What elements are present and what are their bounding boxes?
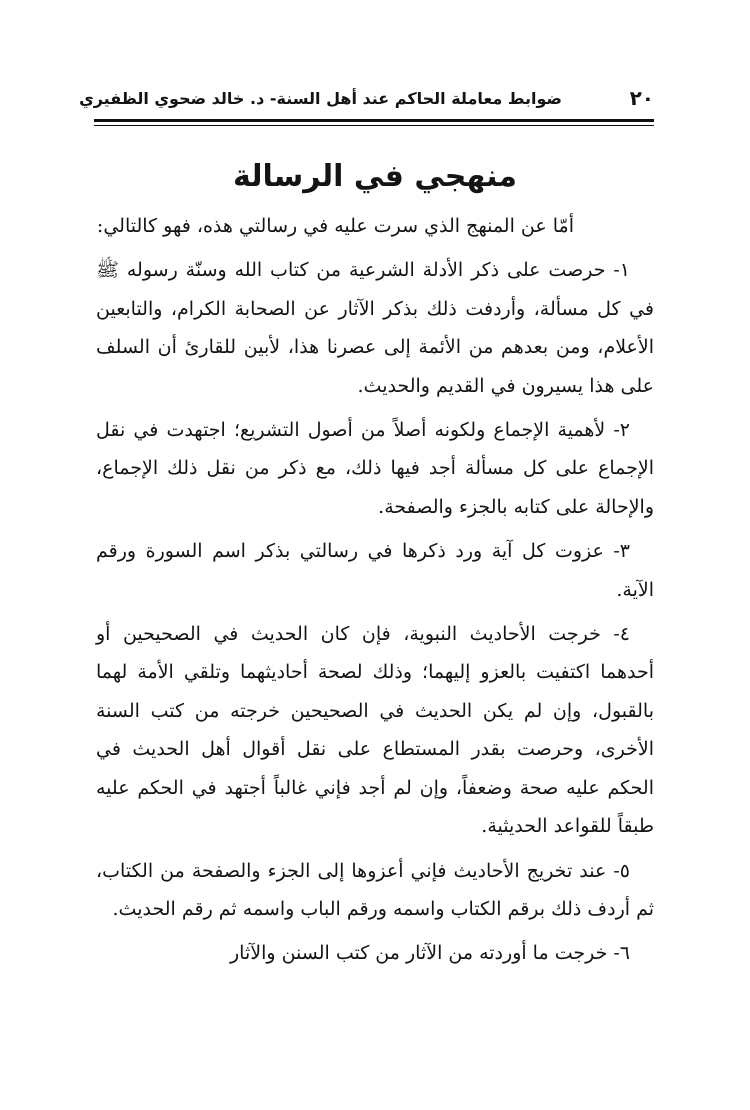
point-3-paragraph: ٣- عزوت كل آية ورد ذكرها في رسالتي بذكر اسم السورة ورقم الآية.	[96, 540, 654, 601]
page-number: ٢٠	[629, 86, 654, 110]
intro-paragraph: أمّا عن المنهج الذي سرت عليه في رسالتي هذه، فهو كالتالي:	[96, 215, 574, 237]
point-2-paragraph: ٢- لأهمية الإجماع ولكونه أصلاً من أصول التشريع؛ اجتهدت في نقل الإجماع على كل مسألة أجد فيها ذلك، مع ذكر من نقل ذلك الإجماع، والإحالة على كتابه بالجزء والصفحة.	[96, 419, 654, 518]
point-6-paragraph: ٦- خرجت ما أوردته من الآثار من كتب السنن والآثار	[230, 942, 630, 965]
running-title: ضوابط معاملة الحاكم عند أهل السنة- د. خالد ضحوي الظفيري	[79, 89, 562, 108]
running-header	[79, 84, 654, 118]
point-4-paragraph: ٤- خرجت الأحاديث النبوية، فإن كان الحديث في الصحيحين أو أحدهما اكتفيت بالعزو إليهما؛ وذلك لصحة أحاديثهما وتلقي الأمة لهما بالقبول، وإن لم يكن الحديث في الصحيحين خرجته من كتب السنة الأخرى، وحرصت بقدر المستطاع على نقل أقوال أهل الحديث في الحكم عليه صحة وضعفاً، وإن لم أجد فإني غالباً أجتهد في الحكم عليه طبقاً للقواعد الحديثية.	[96, 623, 654, 838]
point-5-paragraph: ٥- عند تخريج الأحاديث فإني أعزوها إلى الجزء والصفحة من الكتاب، ثم أردف ذلك برقم الكتاب واسمه ورقم الباب واسمه ثم رقم الحديث.	[96, 859, 654, 920]
header-rule-thick	[94, 119, 654, 122]
header-rule-thin	[94, 125, 654, 126]
section-heading: منهجي في الرسالة	[233, 159, 517, 194]
point-1-paragraph: ١- حرصت على ذكر الأدلة الشرعية من كتاب الله وسنّة رسوله ﷺ في كل مسألة، وأردفت ذلك بذكر الآثار عن الصحابة الكرام، والتابعين الأعلام، ومن بعدهم من الأئمة إلى عصرنا هذا، لأبين للقارئ أن السلف على هذا يسيرون في القديم والحديث.	[96, 259, 654, 397]
body-text	[96, 207, 654, 979]
